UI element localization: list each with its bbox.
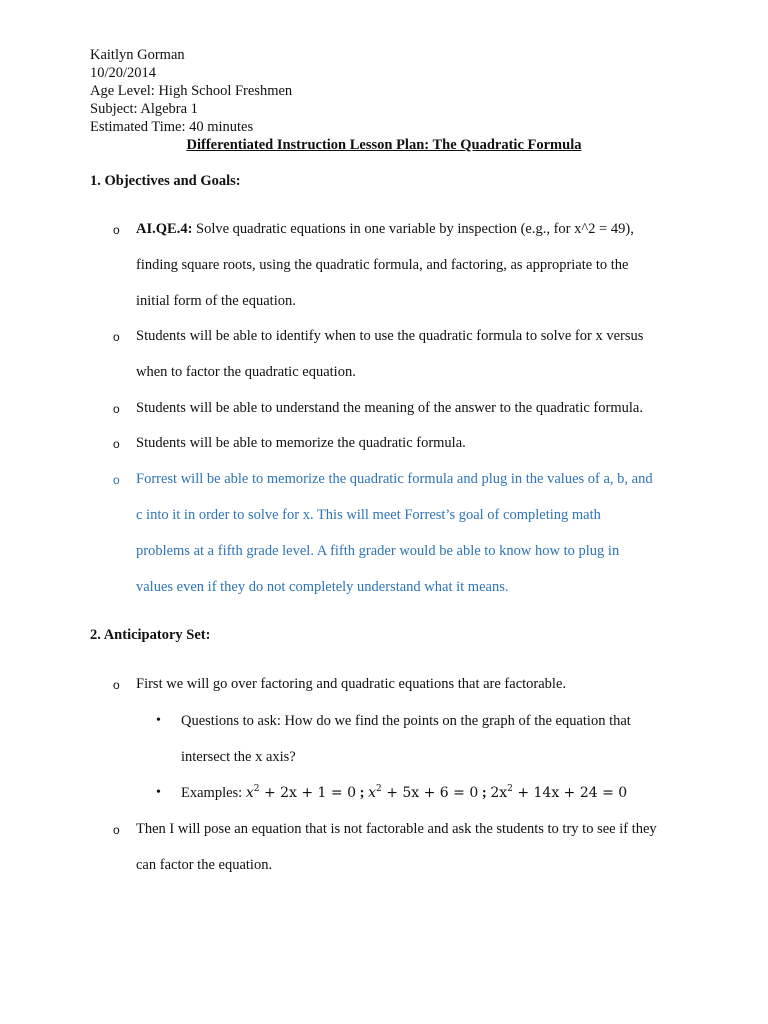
text-line: intersect the x axis?	[181, 749, 296, 765]
bullet-marker: •	[156, 713, 161, 728]
examples-label: Examples:	[181, 785, 246, 801]
section-heading-anticipatory-set: 2. Anticipatory Set:	[90, 627, 211, 643]
list-marker: o	[113, 437, 120, 451]
equation-terms: + 5x + 6 = 0	[386, 785, 479, 801]
list-marker: o	[113, 223, 120, 237]
text-line: First we will go over factoring and quadratic equations that are factorable.	[136, 676, 567, 692]
text-line: Questions to ask: How do we find the points on the graph of the equation that	[181, 713, 631, 729]
list-marker: o	[113, 473, 120, 487]
text-line: values even if they do not completely understand what it means.	[136, 579, 509, 595]
text-line: initial form of the equation.	[136, 293, 296, 309]
text-line: can factor the equation.	[136, 857, 273, 873]
section-heading-objectives: 1. Objectives and Goals:	[90, 173, 241, 189]
text-line: Students will be able to memorize the quadratic formula.	[136, 435, 466, 451]
author-name: Kaitlyn Gorman	[90, 47, 185, 63]
text-line: Students will be able to understand the meaning of the answer to the quadratic formula.	[136, 400, 643, 416]
page-title: Differentiated Instruction Lesson Plan: The Quadratic Formula	[186, 137, 582, 153]
text-line: when to factor the quadratic equation.	[136, 364, 356, 380]
list-marker: o	[113, 402, 120, 416]
examples-line	[181, 784, 627, 802]
text-line: Solve quadratic equations in one variable by inspection (e.g., for x^2 = 49),	[192, 221, 634, 237]
text-line: finding square roots, using the quadratic formula, and factoring, as appropriate to the	[136, 257, 629, 273]
text-line: c into it in order to solve for x. This will meet Forrest’s goal of completing math	[136, 507, 601, 523]
equation-3	[490, 785, 627, 801]
estimated-time: Estimated Time: 40 minutes	[90, 119, 254, 135]
standard-code: AI.QE.4:	[136, 221, 193, 237]
list-item-standard	[136, 220, 634, 238]
equation-terms: + 14x + 24 = 0	[517, 785, 628, 801]
math-lead-term: 2x	[490, 785, 508, 801]
math-variable: x	[368, 785, 376, 801]
text-line: problems at a fifth grade level. A fifth grader would be able to know how to plug in	[136, 543, 620, 559]
equation-terms: + 2x + 1 = 0	[263, 785, 356, 801]
bullet-marker: •	[156, 785, 161, 800]
list-marker: o	[113, 823, 120, 837]
equation-2	[368, 785, 478, 801]
equation-1	[246, 785, 356, 801]
text-line: Students will be able to identify when to use the quadratic formula to solve for x versus	[136, 328, 644, 344]
date: 10/20/2014	[90, 65, 157, 81]
text-line: Forrest will be able to memorize the quadratic formula and plug in the values of a, b, and	[136, 471, 653, 487]
separator: ;	[478, 785, 491, 801]
separator: ;	[356, 785, 369, 801]
list-marker: o	[113, 330, 120, 344]
exponent: 2	[507, 784, 513, 794]
list-marker: o	[113, 678, 120, 692]
exponent: 2	[253, 784, 260, 794]
text-line: Then I will pose an equation that is not factorable and ask the students to try to see if they	[136, 821, 657, 837]
age-level: Age Level: High School Freshmen	[90, 83, 293, 99]
math-variable: x	[245, 785, 254, 801]
exponent: 2	[376, 784, 382, 794]
subject: Subject: Algebra 1	[90, 101, 198, 117]
